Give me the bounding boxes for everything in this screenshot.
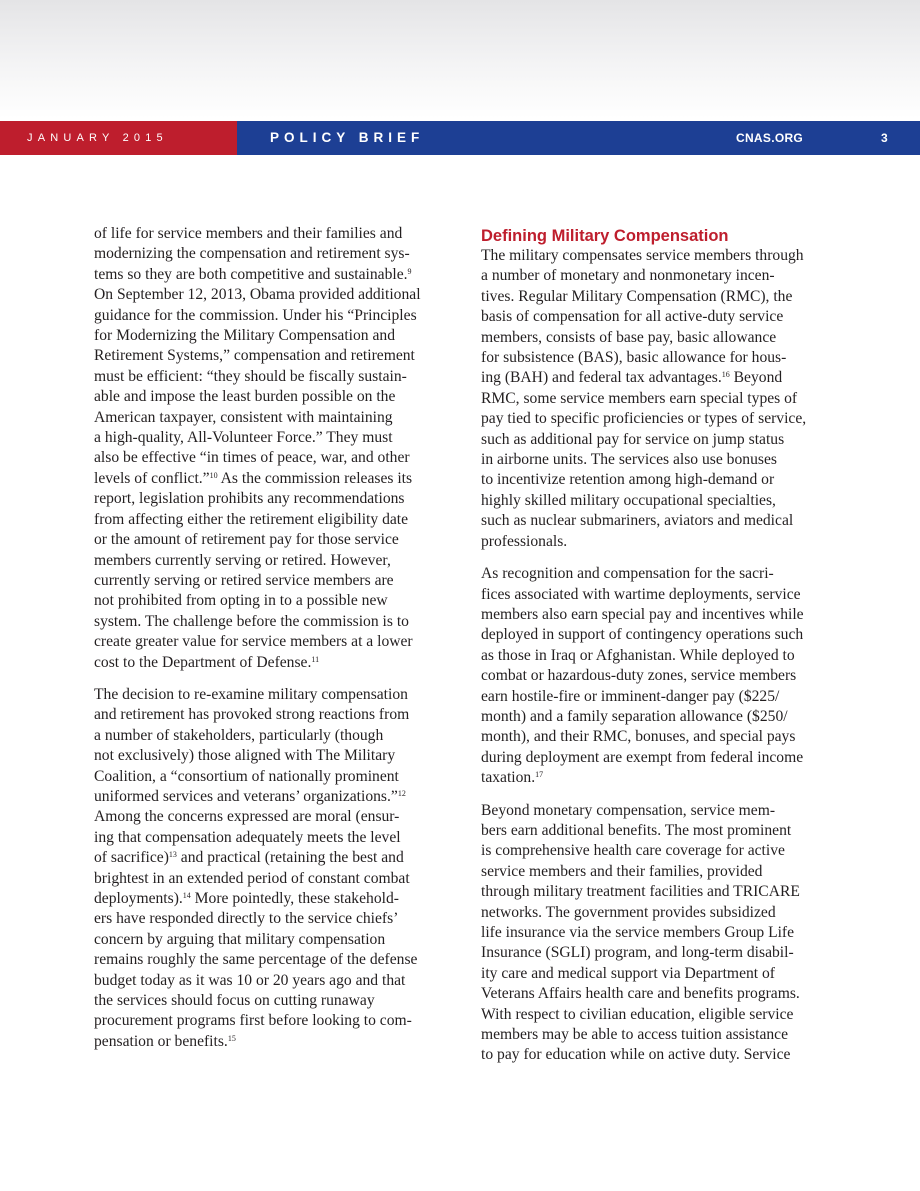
text-line: in airborne units. The services also use bonuses <box>481 451 777 469</box>
text-line: tems so they are both competitive and sustainable.$^9$ <box>94 265 412 283</box>
text-line: fices associated with wartime deployments, service <box>481 585 801 603</box>
footnote-ref[interactable]: 9 <box>407 266 412 276</box>
text-line: deployments).$^{14}$ More pointedly, these stakehold- <box>94 890 399 907</box>
text-line: month) and a family separation allowance ($250/ <box>481 707 788 725</box>
text-line: create greater value for service members at a lower <box>94 633 413 651</box>
text-line: uniformed services and veterans’ organizations.”$^{12}$ <box>94 787 406 805</box>
text-line: is comprehensive health care coverage for active <box>481 842 785 860</box>
text-line: On September 12, 2013, Obama provided additional <box>94 286 421 304</box>
text-line: through military treatment facilities and TRICARE <box>481 883 800 901</box>
text-line: budget today as it was 10 or 20 years ago and that <box>94 971 406 989</box>
text-line: or the amount of retirement pay for those service <box>94 531 399 549</box>
text-line: report, legislation prohibits any recommendations <box>94 490 405 508</box>
text-line: Among the concerns expressed are moral (ensur- <box>94 808 400 826</box>
text-line: The decision to re-examine military compensation <box>94 685 408 703</box>
text-line: Retirement Systems,” compensation and retirement <box>94 347 415 365</box>
text-line: remains roughly the same percentage of the defense <box>94 951 418 969</box>
text-line: procurement programs first before looking to com- <box>94 1012 412 1030</box>
right-column <box>481 226 827 1078</box>
text-line: to incentivize retention among high-demand or <box>481 471 775 489</box>
text-line: professionals. <box>481 532 568 550</box>
running-header <box>0 121 920 155</box>
text-line: combat or hazardous-duty zones, service members <box>481 667 797 685</box>
text-line: With respect to civilian education, eligible service <box>481 1005 794 1023</box>
website-link[interactable]: CNAS.ORG <box>736 131 804 145</box>
footnote-ref[interactable]: 14 <box>182 891 191 900</box>
left-column <box>94 224 440 1064</box>
text-line: to pay for education while on active duty. Service <box>481 1046 791 1064</box>
footnote-ref[interactable]: 12 <box>397 788 406 798</box>
header-title-band <box>237 121 920 155</box>
text-line: of sacrifice)$^{13}$ and practical (retaining the best and <box>94 849 404 867</box>
text-line: pay tied to specific proficiencies or types of service, <box>481 410 807 428</box>
text-line: life insurance via the service members Group Life <box>481 924 795 941</box>
footnote-ref[interactable]: 10 <box>209 470 218 480</box>
text-line: ity care and medical support via Department of <box>481 964 776 982</box>
text-line: Beyond monetary compensation, service mem- <box>481 801 776 819</box>
text-line: a number of monetary and nonmonetary incen- <box>481 267 775 285</box>
text-line: the services should focus on cutting runaway <box>94 992 375 1010</box>
text-line: and retirement has provoked strong reactions from <box>94 706 410 724</box>
text-line: such as nuclear submariners, aviators and medical <box>481 512 794 530</box>
text-line: during deployment are exempt from federal income <box>481 748 804 766</box>
text-line: cost to the Department of Defense.$^{11}$ <box>94 653 320 671</box>
text-line: such as additional pay for service on jump status <box>481 430 785 448</box>
footnote-ref[interactable]: 11 <box>311 654 320 664</box>
text-line: members currently serving or retired. However, <box>94 551 391 569</box>
page-number: 3 <box>881 131 888 145</box>
footnote-ref[interactable]: 13 <box>168 850 177 860</box>
text-line: Coalition, a “consortium of nationally prominent <box>94 767 399 785</box>
text-line: highly skilled military occupational specialties, <box>481 491 776 509</box>
body-paragraph <box>481 801 827 1066</box>
text-line: not prohibited from opting in to a possible new <box>94 592 388 610</box>
text-line: bers earn additional benefits. The most prominent <box>481 821 792 839</box>
text-line: earn hostile-fire or imminent-danger pay ($225/ <box>481 687 780 705</box>
footnote-ref[interactable]: 15 <box>227 1033 236 1043</box>
text-line: of life for service members and their families and <box>94 225 403 242</box>
footnote-ref[interactable]: 16 <box>721 370 730 380</box>
text-line: concern by arguing that military compensation <box>94 930 386 948</box>
text-line: ing that compensation adequately meets the level <box>94 828 401 846</box>
text-line: The military compensates service members through <box>481 247 804 264</box>
text-line: system. The challenge before the commission is to <box>94 612 409 630</box>
text-line: currently serving or retired service members are <box>94 571 394 589</box>
text-line: members, consists of base pay, basic allowance <box>481 328 777 346</box>
text-line: as those in Iraq or Afghanistan. While deployed to <box>481 646 795 664</box>
text-line: able and impose the least burden possible on the <box>94 388 396 406</box>
section-heading: Defining Military Compensation <box>481 227 729 245</box>
text-line: RMC, some service members earn special types of <box>481 389 798 407</box>
text-line: Insurance (SGLI) program, and long-term disabil- <box>481 944 794 962</box>
text-line: ing (BAH) and federal tax advantages.$^{16}$ Beyond <box>481 369 783 387</box>
body-paragraph <box>481 564 827 788</box>
text-line: a number of stakeholders, particularly (though <box>94 726 384 744</box>
text-line: taxation.$^{17}$ <box>481 769 544 787</box>
text-line: American taxpayer, consistent with maintaining <box>94 408 393 426</box>
body-paragraph <box>481 246 827 552</box>
text-line: month), and their RMC, bonuses, and special pays <box>481 728 796 746</box>
text-line: for Modernizing the Military Compensation and <box>94 327 395 345</box>
footnote-ref[interactable]: 17 <box>535 770 544 780</box>
body-paragraph <box>94 685 440 1052</box>
text-line: members also earn special pay and incentives while <box>481 605 804 623</box>
text-line: networks. The government provides subsidized <box>481 903 776 921</box>
text-line: levels of conflict.”$^{10}$ As the commission releases its <box>94 469 413 487</box>
text-line: ers have responded directly to the service chiefs’ <box>94 910 399 928</box>
text-line: pensation or benefits.$^{15}$ <box>94 1032 236 1050</box>
text-line: brightest in an extended period of constant combat <box>94 869 410 887</box>
text-line: guidance for the commission. Under his “Principles <box>94 306 417 324</box>
document-type: POLICY BRIEF <box>270 130 425 145</box>
body-paragraph <box>94 224 440 673</box>
text-line: modernizing the compensation and retirement sys- <box>94 245 410 263</box>
header-date-band <box>0 121 237 155</box>
text-line: from affecting either the retirement eligibility date <box>94 510 409 528</box>
text-line: Veterans Affairs health care and benefits programs. <box>481 985 800 1003</box>
text-line: a high-quality, All-Volunteer Force.” They must <box>94 429 393 447</box>
text-line: tives. Regular Military Compensation (RMC), the <box>481 287 793 305</box>
text-line: basis of compensation for all active-duty service <box>481 308 784 326</box>
issue-date: JANUARY 2015 <box>27 132 168 144</box>
text-line: also be effective “in times of peace, war, and other <box>94 449 410 467</box>
text-line: members may be able to access tuition assistance <box>481 1026 789 1044</box>
text-line: deployed in support of contingency operations such <box>481 626 804 644</box>
text-line: not exclusively) those aligned with The Military <box>94 747 396 765</box>
text-line: must be efficient: “they should be fiscally sustain- <box>94 367 407 385</box>
text-line: As recognition and compensation for the sacri- <box>481 565 774 583</box>
text-line: service members and their families, provided <box>481 862 763 880</box>
text-line: for subsistence (BAS), basic allowance for hous- <box>481 349 787 367</box>
